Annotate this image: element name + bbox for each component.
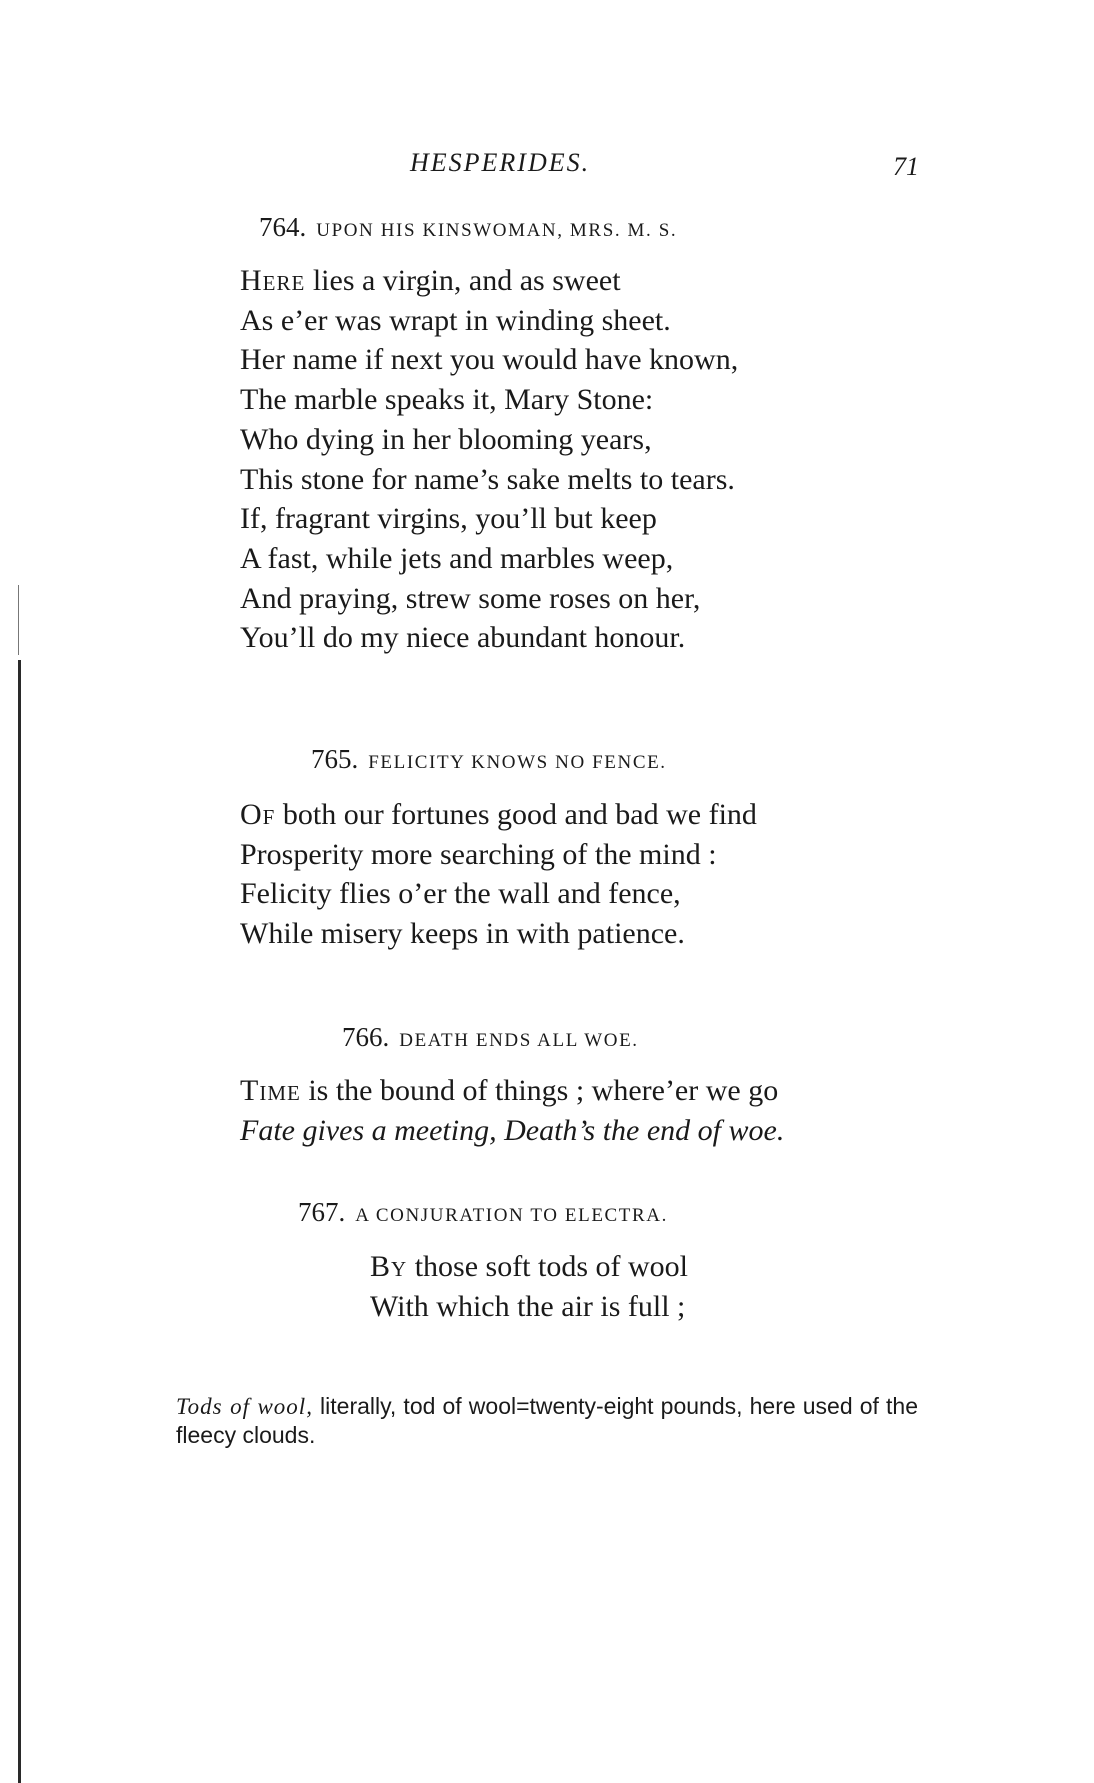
page-edge-shadow xyxy=(18,585,19,655)
poem-title: FELICITY KNOWS NO FENCE. xyxy=(368,752,667,773)
verse-line: By those soft tods of wool xyxy=(370,1250,689,1283)
verse-line: You’ll do my niece abundant honour. xyxy=(240,621,686,655)
verse-line: If, fragrant virgins, you’ll but keep xyxy=(240,502,657,536)
footnote-text: literally, tod of wool=twenty-eight pounds, here used of the fleecy clouds. xyxy=(176,1393,918,1448)
poem-767-verse xyxy=(370,1247,688,1326)
poem-number: 765. xyxy=(311,744,359,774)
poem-heading-764 xyxy=(259,212,677,243)
verse-line: Felicity flies o’er the wall and fence, xyxy=(240,877,681,911)
verse-line: Who dying in her blooming years, xyxy=(240,422,652,456)
poem-764-verse xyxy=(240,261,738,658)
page-edge-rule xyxy=(18,660,21,1783)
verse-line: Here lies a virgin, and as sweet xyxy=(240,264,621,297)
verse-line: Time is the bound of things ; where’er we go xyxy=(240,1074,779,1107)
poem-title: DEATH ENDS ALL WOE. xyxy=(399,1030,639,1051)
footnote xyxy=(176,1392,918,1450)
page-number: 71 xyxy=(893,152,919,181)
poem-title: UPON HIS KINSWOMAN, MRS. M. S. xyxy=(316,220,678,241)
poem-765-verse xyxy=(240,795,757,954)
verse-line: This stone for name’s sake melts to tears. xyxy=(240,462,735,496)
poem-766-verse xyxy=(240,1071,784,1150)
poem-number: 764. xyxy=(259,212,307,242)
poem-heading-765 xyxy=(311,744,667,775)
running-head xyxy=(0,148,1094,188)
footnote-term: Tods of wool, xyxy=(176,1394,313,1419)
poem-heading-767 xyxy=(298,1197,668,1228)
verse-line: Of both our fortunes good and bad we find xyxy=(240,798,757,831)
poem-title: A CONJURATION TO ELECTRA. xyxy=(355,1205,668,1226)
verse-line: The marble speaks it, Mary Stone: xyxy=(240,383,654,417)
running-title: HESPERIDES. xyxy=(410,148,591,177)
poem-number: 767. xyxy=(298,1197,346,1227)
verse-line: And praying, strew some roses on her, xyxy=(240,581,701,615)
poem-heading-766 xyxy=(342,1022,639,1053)
verse-line: A fast, while jets and marbles weep, xyxy=(240,541,674,575)
verse-line: As e’er was wrapt in winding sheet. xyxy=(240,303,671,337)
verse-line: Her name if next you would have known, xyxy=(240,343,739,377)
verse-line: Fate gives a meeting, Death’s the end of woe. xyxy=(240,1113,785,1147)
verse-line: With which the air is full ; xyxy=(370,1289,686,1323)
verse-line: Prosperity more searching of the mind : xyxy=(240,837,717,871)
verse-line: While misery keeps in with patience. xyxy=(240,917,685,951)
poem-number: 766. xyxy=(342,1022,390,1052)
